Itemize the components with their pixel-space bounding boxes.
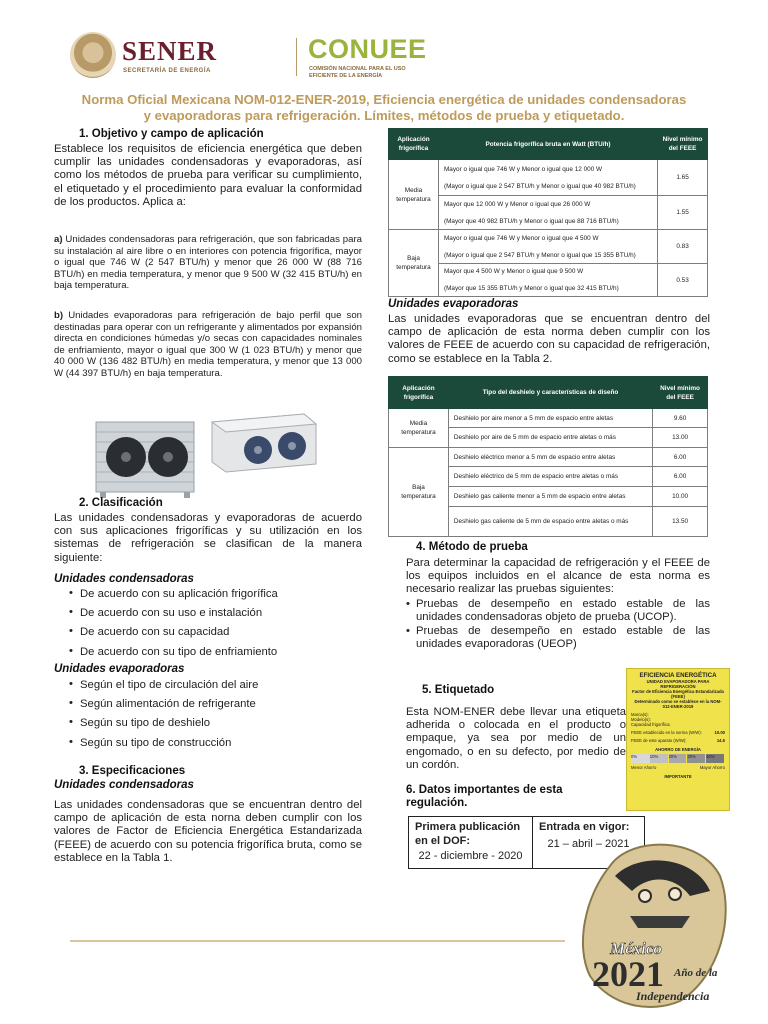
title-line-1: Norma Oficial Mexicana NOM-012-ENER-2019, Eficiencia energética de unidades condensadoras	[81, 92, 687, 107]
section-2-heading: 2. Clasificación	[79, 497, 163, 509]
test-methods-list	[406, 598, 710, 652]
table-1-value: 0.53	[658, 264, 708, 297]
list-item: • De acuerdo con su uso e instalación	[54, 607, 278, 626]
energy-label-row	[631, 738, 725, 743]
item-b-text: Unidades evaporadoras para refrigeración de bajo perfil que son destinadas para operar con un refrigerante y alimentados por expansión directa en condiciones húmedas y/o secas con capacidades nominales de enfriamiento, mayor o igual que 300 W (1 023 BTU/h) y menor que 40 000 W (136 482 BTU/h) en media temperatura, y menor que 13 000 W (44 397 BTU/h) en baja temperatura.	[54, 310, 362, 379]
sener-subtitle: SECRETARÍA DE ENERGÍA	[123, 68, 211, 74]
table-1-value: 1.65	[658, 160, 708, 196]
list-item: • Según su tipo de construcción	[54, 737, 258, 756]
table-2-media-temperature: Media temperatura	[389, 409, 449, 448]
energy-label-savings-title: AHORRO DE ENERGÍA	[655, 747, 701, 752]
list-item: • De acuerdo con su capacidad	[54, 626, 278, 645]
section-3-subheading: Unidades condensadoras	[54, 779, 194, 791]
emblem-word: México	[610, 939, 662, 958]
section-4-heading: 4. Método de prueba	[416, 541, 528, 553]
table-1-cell: (Mayor que 40 982 BTU/h y Menor o igual que 88 716 BTU/h)	[443, 217, 619, 225]
table-1-row	[438, 264, 657, 297]
energy-label-title: EFICIENCIA ENERGÉTICA	[639, 672, 717, 679]
table-2-baja-temperature: Baja temperatura	[389, 448, 449, 537]
energy-label-line: Factor de Eficiencia Energética Estandarizada (FEEE)	[632, 689, 724, 699]
evaporator-unit-photo	[208, 410, 320, 476]
conuee-subtitle: COMISIÓN NACIONAL PARA EL USO EFICIENTE DE LA ENERGÍA	[309, 66, 406, 79]
header	[70, 30, 690, 90]
energy-label-line: UNIDAD EVAPORADORA PARA REFRIGERACIÓN	[646, 679, 710, 689]
list-item: • Según el tipo de circulación del aire	[54, 679, 258, 698]
table-2-cell: Deshielo gas caliente de 5 mm de espacio entre aletas o más	[448, 507, 652, 537]
table-1-cell: (Mayor o igual que 2 547 BTU/h y Menor o igual que 15 355 BTU/h)	[443, 251, 636, 259]
emblem-line-2: Independencia	[636, 989, 710, 1003]
sener-logo: SENER	[122, 36, 218, 66]
table-1-cell: (Mayor que 15 355 BTU/h y Menor o igual que 32 415 BTU/h)	[443, 285, 619, 292]
table-1-header-power: Potencia frigorífica bruta en Watt (BTU/h)	[438, 129, 657, 160]
table-2-value: 6.00	[653, 448, 708, 467]
dof-value: 22 - diciembre - 2020	[418, 850, 523, 862]
header-divider	[296, 38, 297, 76]
energy-label-scale	[631, 754, 725, 763]
section-2-intro: Las unidades condensadoras y evaporadoras de acuerdo con sus aplicaciones frigoríficas y su utilización en los sistemas de refrigeración se clasifican de la manera siguiente:	[54, 512, 362, 564]
item-a-letter: a)	[54, 234, 63, 245]
vigor-label: Entrada en vigor:	[539, 821, 630, 833]
table-1-cell: Mayor que 4 500 W y Menor o igual que 9 500 W	[443, 268, 584, 275]
table-1-cell: (Mayor o igual que 2 547 BTU/h y Menor o igual que 40 982 BTU/h)	[443, 182, 636, 190]
energy-label-image	[626, 668, 730, 811]
evaporator-units-list	[54, 679, 258, 756]
energy-label-field: Modelo(s):	[631, 717, 651, 722]
section-6-heading: 6. Datos importantes de esta regulación.	[406, 784, 563, 809]
energy-label-important: IMPORTANTE	[664, 774, 692, 779]
table-1-header-feee: Nivel mínimo del FEEE	[658, 129, 708, 160]
table-1-row	[438, 196, 657, 230]
energy-label-field: FEEE de este aparato (W/W):	[631, 738, 687, 743]
list-item: • Pruebas de desempeño en estado estable de las unidades condensadoras objeto de prueba (UCOP).	[406, 598, 710, 624]
table-1	[388, 128, 708, 297]
section-5-text: Esta NOM-ENER debe llevar una etiqueta adherida o colocada en el producto o empaque, ya sea por medio de un engomado, o en su defecto, por medio de un cordón.	[406, 706, 626, 771]
table-1-cell: Mayor o igual que 746 W y Menor o igual que 4 500 W	[443, 234, 599, 242]
section-1-item-a	[54, 234, 362, 292]
list-item: • Según su tipo de deshielo	[54, 717, 258, 736]
condensing-units-list	[54, 588, 278, 665]
table-2-cell: Deshielo eléctrico de 5 mm de espacio entre aletas o más	[448, 467, 652, 487]
section-3-text: Las unidades condensadoras que se encuentran dentro del campo de aplicación de esta norna deben cumplir con los valores de Factor de Eficiencia Energética Estandarizada (FEEE) de acuerdo con su potencia frigorífica bruta, como se establece en la Tabla 1.	[54, 799, 362, 864]
energy-label-row	[631, 730, 725, 735]
table-1-row	[438, 160, 657, 196]
evaporators-text: Las unidades evaporadoras que se encuentran dentro del campo de aplicación de esta norma deben cumplir con los valores de FEEE de acuerdo con su capacidad de refrigeración, como se establece en la Tabla 2.	[388, 313, 710, 365]
table-2	[388, 376, 708, 537]
scale-step: 30%	[687, 754, 706, 763]
table-2-header-type: Tipo del deshielo y características de diseño	[448, 377, 652, 409]
item-b-letter: b)	[54, 310, 64, 321]
table-2-value: 13.50	[653, 507, 708, 537]
condensing-unit-photo	[92, 412, 198, 500]
scale-step: 40%	[706, 754, 725, 763]
table-1-baja-temperature: Baja temperatura	[389, 230, 439, 297]
emblem-year: 2021	[592, 954, 664, 994]
section-1-heading: 1. Objetivo y campo de aplicación	[79, 128, 264, 140]
item-a-text: Unidades condensadoras para refrigeración, que son fabricadas para su instalación al aire libre o en interiores con potencia frigorífica, mayor o igual que 746 W (2 547 BTU/h) y menor que 26 000 W (88 716 BTU/h) en media temperatura, y menor que 9 500 W (32 415 BTU/h) en baja temperatura.	[54, 234, 362, 292]
energy-label-value: 10.00	[714, 730, 725, 735]
table-2-header-feee: Nivel mínimo del FEEE	[653, 377, 708, 409]
dof-label: Primera publicación en el DOF:	[415, 821, 521, 847]
list-item: • De acuerdo con su tipo de enfriamiento	[54, 646, 278, 665]
table-2-value: 9.60	[653, 409, 708, 428]
document-title	[50, 92, 718, 124]
vigor-value: 21 – abril – 2021	[547, 838, 630, 850]
table-2-value: 13.00	[653, 428, 708, 448]
section-4-text: Para determinar la capacidad de refrigeración y el FEEE de los equipos incluidos en el alcance de esta norma es necesario realizar las pruebas siguientes:	[406, 557, 710, 596]
energy-label-field: FEEE establecido en la norma (W/W):	[631, 730, 702, 735]
table-1-cell: Mayor o igual que 746 W y Menor o igual que 12 000 W	[443, 165, 603, 173]
energy-label-max: Mayor Ahorro	[699, 765, 725, 770]
table-2-value: 10.00	[653, 487, 708, 507]
list-item: • De acuerdo con su aplicación frigorífica	[54, 588, 278, 607]
list-item: • Según alimentación de refrigerante	[54, 698, 258, 717]
table-2-cell: Deshielo por aire de 5 mm de espacio entre aletas o más	[448, 428, 652, 448]
section-3-heading: 3. Especificaciones	[79, 765, 186, 777]
energy-label-min: Menor Ahorro	[631, 765, 657, 770]
footer-rule	[70, 940, 565, 942]
scale-step: 10%	[650, 754, 669, 763]
energy-label-row	[631, 765, 725, 770]
scale-step: 0%	[631, 754, 650, 763]
mexico-seal-icon	[70, 32, 116, 78]
table-2-value: 6.00	[653, 467, 708, 487]
section-5-heading: 5. Etiquetado	[422, 684, 495, 696]
conuee-logo: CONUEE	[308, 34, 427, 64]
table-2-cell: Deshielo por aire menor a 5 mm de espacio entre aletas	[448, 409, 652, 428]
table-1-media-temperature: Media temperatura	[389, 160, 439, 230]
dof-cell	[409, 817, 533, 869]
scale-step: 20%	[669, 754, 688, 763]
table-1-value: 1.55	[658, 196, 708, 230]
table-1-cell: Mayor que 12 000 W y Menor o igual que 26 000 W	[443, 200, 591, 208]
energy-label-line: Determinado como se establece en la NOM-012-ENER-2019	[634, 699, 722, 709]
list-item: • Pruebas de desempeño en estado estable de las unidades evaporadoras (UEOP)	[406, 625, 710, 651]
evaporators-subheading: Unidades evaporadoras	[388, 298, 519, 310]
section-1-item-b	[54, 310, 362, 380]
mexico-2021-emblem	[570, 836, 734, 1014]
energy-label-field: Capacidad frigorífica:	[631, 722, 671, 727]
table-1-value: 0.83	[658, 230, 708, 264]
condensing-units-subheading: Unidades condensadoras	[54, 573, 194, 585]
table-2-header-application: Aplicación frigorífica	[389, 377, 449, 409]
section-1-intro: Establece los requisitos de eficiencia energética que deben cumplir las unidades condensadoras y evaporadoras, así como los métodos de prueba para verificar su cumplimiento, el etiquetado y el procedimiento para evaluar la conformidad de los productos. Aplica a:	[54, 143, 362, 208]
evaporator-units-subheading: Unidades evaporadoras	[54, 663, 185, 675]
title-line-2: y evaporadoras para refrigeración. Límites, métodos de prueba y etiquetado.	[143, 108, 625, 123]
energy-label-value: 14.5	[716, 738, 725, 743]
table-1-header-application: Aplicación frigorífica	[389, 129, 439, 160]
table-2-cell: Deshielo eléctrico menor a 5 mm de espacio entre aletas	[448, 448, 652, 467]
energy-label-field: Marca(s):	[631, 712, 649, 717]
table-2-cell: Deshielo gas caliente menor a 5 mm de espacio entre aletas	[448, 487, 652, 507]
table-1-row	[438, 230, 657, 264]
emblem-line-1: Año de la	[674, 967, 718, 979]
